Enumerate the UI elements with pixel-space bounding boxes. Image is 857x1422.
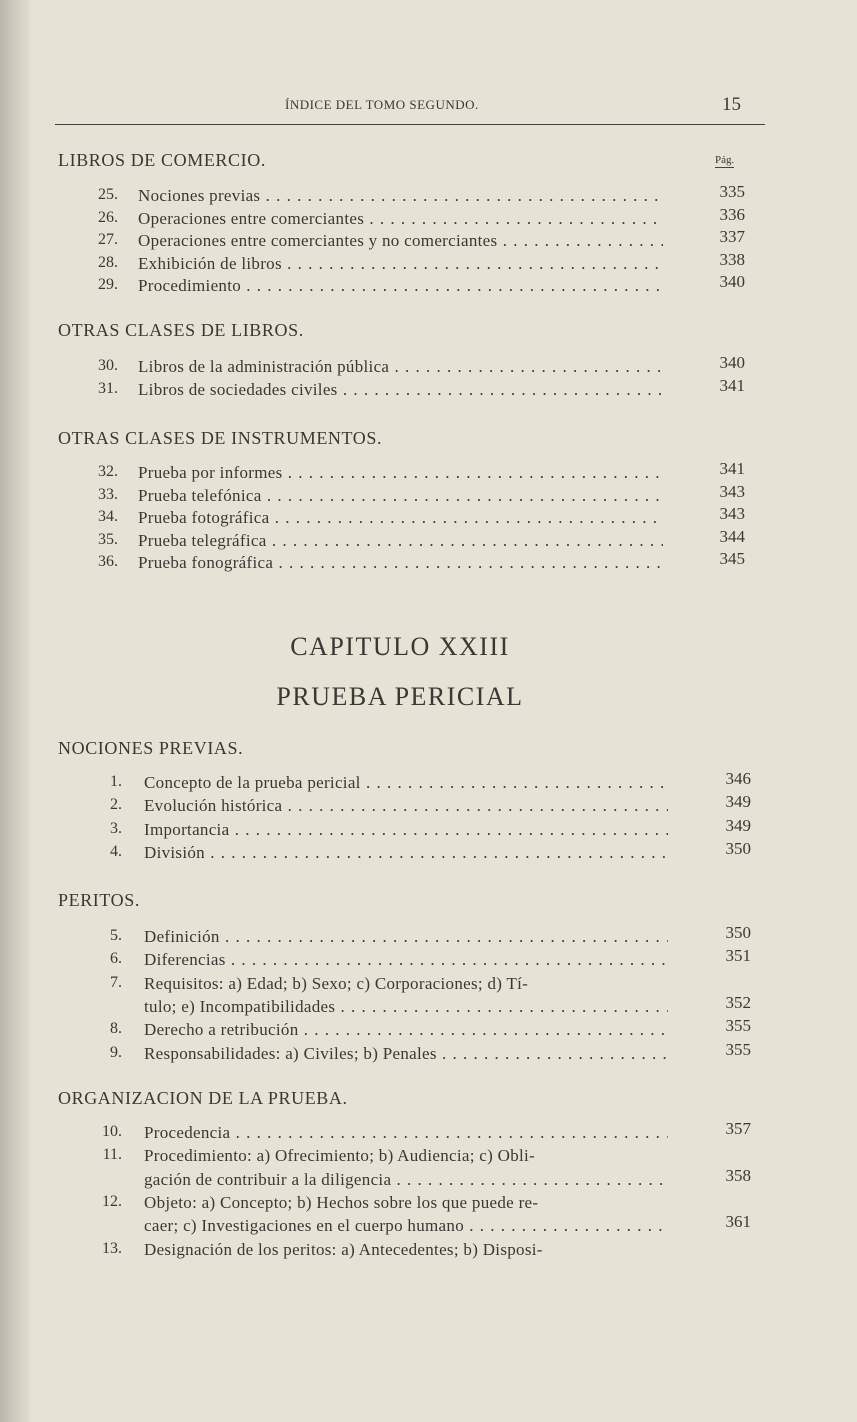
entry-number: 25. — [98, 186, 118, 203]
entry-number: 13. — [102, 1239, 122, 1257]
running-title: ÍNDICE DEL TOMO SEGUNDO. — [285, 97, 479, 112]
entry-number: 10. — [102, 1123, 122, 1140]
entry-title: Designación de los peritos: a) Antecedentes; b) Disposi- — [144, 1239, 543, 1259]
section-title: LIBROS DE COMERCIO. — [58, 150, 266, 170]
entry-page: 343 — [719, 504, 745, 523]
entry-title: Diferencias . . . — [144, 950, 668, 970]
entry-page: 346 — [725, 769, 751, 788]
entry-number: 33. — [98, 485, 118, 503]
page-column-label: Pág. — [715, 154, 735, 166]
entry-number: 31. — [98, 379, 118, 397]
entry-title: Requisitos: a) Edad; b) Sexo; c) Corporaciones; d) Tí- — [144, 973, 529, 993]
entry-title: gación de contribuir a la diligencia . . . — [144, 1170, 668, 1190]
entry-number: 28. — [98, 253, 118, 271]
chapter-title: PRUEBA PERICIAL — [276, 682, 524, 711]
entry-number: 35. — [98, 530, 118, 548]
entry-number: 2. — [110, 796, 122, 814]
section-title: OTRAS CLASES DE LIBROS. — [58, 320, 304, 340]
entry-page: 344 — [719, 526, 745, 546]
entry-title: caer; c) Investigaciones en el cuerpo humano . . . — [144, 1216, 668, 1236]
entry-title: Procedimiento: a) Ofrecimiento; b) Audiencia; c) Obli- — [144, 1146, 536, 1166]
entry-number: 34. — [98, 508, 118, 525]
entry-page: 343 — [719, 481, 745, 501]
page-number: 15 — [722, 94, 741, 115]
entry-title: Prueba fotográfica . . . — [138, 508, 663, 528]
entry-title: Derecho a retribución . . . — [144, 1020, 668, 1040]
entry-number: 9. — [110, 1043, 122, 1061]
entry-title: Concepto de la prueba pericial . . . — [144, 773, 668, 793]
entry-title: División . . . — [144, 843, 668, 863]
entry-number: 26. — [98, 208, 118, 226]
entry-title: Prueba fonográfica . . . — [138, 553, 663, 573]
entry-page: 352 — [725, 992, 751, 1012]
entry-number: 5. — [110, 927, 122, 944]
entry-page: 337 — [719, 227, 745, 246]
entry-title: Prueba telegráfica . . . — [138, 531, 663, 551]
entry-page: 335 — [719, 182, 745, 201]
entry-page: 336 — [719, 204, 745, 224]
entry-page: 340 — [719, 272, 745, 291]
entry-number: 8. — [110, 1020, 122, 1038]
entry-page: 357 — [725, 1119, 751, 1138]
entry-title: Libros de sociedades civiles . . . — [138, 380, 663, 400]
entry-title: Importancia . . . — [144, 820, 668, 840]
section-title: NOCIONES PREVIAS. — [58, 738, 244, 758]
entry-title: Nociones previas . . . — [138, 186, 663, 206]
entry-title: Evolución histórica . . . — [144, 796, 668, 816]
section-title: OTRAS CLASES DE INSTRUMENTOS. — [58, 428, 383, 448]
entry-title: Prueba telefónica . . . — [138, 486, 663, 506]
entry-number: 32. — [98, 463, 118, 480]
entry-number: 30. — [98, 357, 118, 374]
entry-page: 350 — [725, 838, 751, 858]
entry-page: 351 — [725, 946, 751, 966]
entry-title: Procedimiento . . . — [138, 276, 663, 296]
entry-page: 349 — [725, 815, 751, 835]
entry-page: 340 — [719, 353, 745, 372]
entry-page: 341 — [719, 459, 745, 478]
entry-page: 350 — [725, 923, 751, 942]
entry-number: 11. — [102, 1146, 122, 1164]
entry-title: Exhibición de libros . . . — [138, 254, 663, 274]
entry-number: 29. — [98, 276, 118, 293]
entry-title: Libros de la administración pública . . . — [138, 357, 663, 377]
entry-number: 7. — [110, 973, 122, 991]
entry-page: 358 — [725, 1165, 751, 1185]
entry-page: 341 — [719, 375, 745, 395]
header-rule — [55, 124, 765, 125]
entry-title: Objeto: a) Concepto; b) Hechos sobre los que puede re- — [144, 1192, 539, 1212]
entry-page: 361 — [725, 1212, 751, 1232]
section-title: PERITOS. — [58, 890, 140, 910]
entry-number: 1. — [110, 773, 122, 790]
section-title: ORGANIZACION DE LA PRUEBA. — [58, 1088, 348, 1108]
entry-title: Prueba por informes . . . — [138, 463, 663, 483]
entry-number: 27. — [98, 231, 118, 248]
entry-title: Definición . . . — [144, 927, 668, 947]
entry-page: 355 — [725, 1016, 751, 1036]
entry-title: Operaciones entre comerciantes . . . — [138, 209, 663, 229]
entry-page: 355 — [725, 1039, 751, 1059]
entry-page: 349 — [725, 792, 751, 812]
entry-page: 345 — [719, 549, 745, 568]
entry-number: 12. — [102, 1192, 122, 1210]
chapter-number: CAPITULO XXIII — [290, 632, 510, 661]
entry-title: tulo; e) Incompatibilidades . . . — [144, 997, 668, 1017]
entry-number: 4. — [110, 842, 122, 860]
entry-number: 36. — [98, 553, 118, 570]
entry-title: Responsabilidades: a) Civiles; b) Penales . . . — [144, 1044, 668, 1064]
entry-title: Operaciones entre comerciantes y no comerciantes . . . — [138, 231, 663, 251]
entry-number: 6. — [110, 950, 122, 968]
entry-number: 3. — [110, 819, 122, 837]
entry-title: Procedencia . . . — [144, 1123, 668, 1143]
entry-page: 338 — [719, 249, 745, 269]
